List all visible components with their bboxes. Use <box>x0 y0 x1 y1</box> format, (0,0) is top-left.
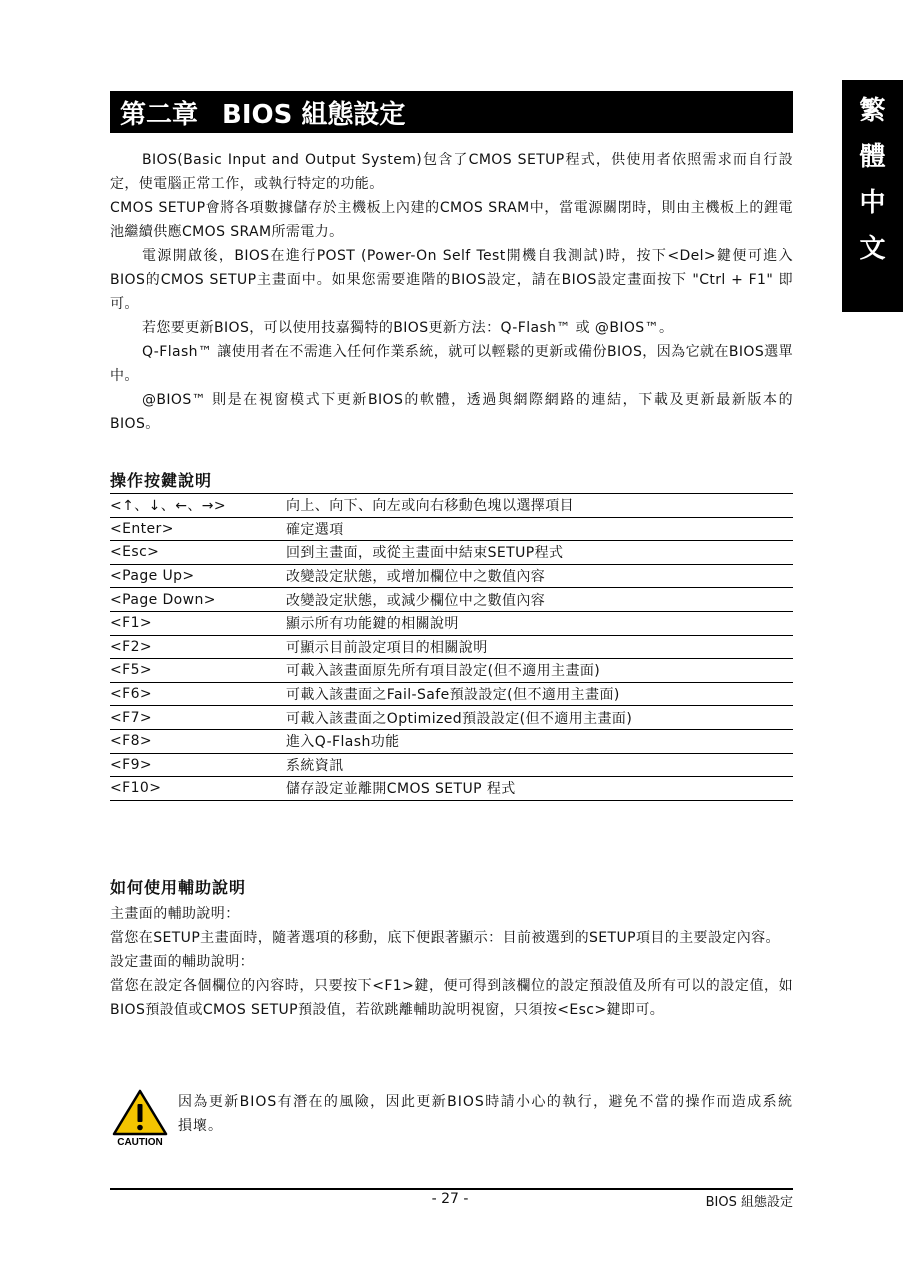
key-cell: <F1> <box>110 611 286 635</box>
intro-paragraph: BIOS(Basic Input and Output System)包含了CMOS SETUP程式，供使用者依照需求而自行設定，使電腦正常工作，或執行特定的功能。 <box>110 152 793 192</box>
key-description-cell: 確定選項 <box>286 517 793 541</box>
key-cell: <F5> <box>110 659 286 683</box>
keys-table-row <box>110 753 793 777</box>
keys-table-row <box>110 729 793 753</box>
key-description-cell: 回到主畫面，或從主畫面中結束SETUP程式 <box>286 541 793 565</box>
help-main-label: 主畫面的輔助說明： <box>110 906 240 922</box>
language-char: 繁 <box>859 96 886 126</box>
key-cell: <F6> <box>110 682 286 706</box>
caution-label: CAUTION <box>117 1137 163 1148</box>
intro-paragraph: CMOS SETUP會將各項數據儲存於主機板上內建的CMOS SRAM中，當電源關閉時，則由主機板上的鋰電池繼續供應CMOS SRAM所需電力。 <box>110 200 793 240</box>
key-cell: <F7> <box>110 706 286 730</box>
key-description-cell: 可載入該畫面之Optimized預設設定(但不適用主畫面) <box>286 706 793 730</box>
caution-icon <box>110 1088 170 1148</box>
key-cell: <F2> <box>110 635 286 659</box>
key-cell: <Page Down> <box>110 588 286 612</box>
footer-divider <box>110 1188 793 1190</box>
key-cell: <↑、↓、←、→> <box>110 494 286 518</box>
keys-table-row <box>110 635 793 659</box>
page-number: - 27 - <box>431 1191 469 1207</box>
keys-table <box>110 493 793 801</box>
intro-paragraph: @BIOS™ 則是在視窗模式下更新BIOS的軟體，透過與網際網路的連結，下載及更新最新版本的BIOS。 <box>110 392 793 432</box>
help-section <box>110 878 793 1022</box>
intro-paragraph: 若您要更新BIOS，可以使用技嘉獨特的BIOS更新方法：Q-Flash™ 或 @BIOS™。 <box>142 320 674 336</box>
key-cell: <F10> <box>110 777 286 801</box>
keys-table-row <box>110 564 793 588</box>
key-cell: <Page Up> <box>110 564 286 588</box>
language-tab <box>842 80 903 312</box>
help-section-title: 如何使用輔助說明 <box>110 878 247 897</box>
keys-table-row <box>110 541 793 565</box>
footer-chapter-title: BIOS 組態設定 <box>705 1195 793 1210</box>
language-char: 體 <box>859 142 886 172</box>
help-setting-label: 設定畫面的輔助說明： <box>110 954 254 970</box>
key-description-cell: 向上、向下、向左或向右移動色塊以選擇項目 <box>286 494 793 518</box>
help-setting-text: 當您在設定各個欄位的內容時，只要按下<F1>鍵，便可得到該欄位的設定預設值及所有可以的設定值，如BIOS預設值或CMOS SETUP預設值，若欲跳離輔助說明視窗，只須按<Esc>鍵即可。 <box>110 978 793 1018</box>
key-description-cell: 顯示所有功能鍵的相關說明 <box>286 611 793 635</box>
keys-table-row <box>110 588 793 612</box>
key-description-cell: 改變設定狀態，或增加欄位中之數值內容 <box>286 564 793 588</box>
language-char: 中 <box>859 188 886 218</box>
keys-section-title: 操作按鍵說明 <box>110 471 213 490</box>
keys-table-row <box>110 659 793 683</box>
keys-table-row <box>110 682 793 706</box>
keys-table-row <box>110 777 793 801</box>
intro-section <box>110 148 793 436</box>
key-description-cell: 系統資訊 <box>286 753 793 777</box>
intro-paragraph: 電源開啟後，BIOS在進行POST (Power-On Self Test開機自我測試)時，按下<Del>鍵便可進入BIOS的CMOS SETUP主畫面中。如果您需要進階的BIOS設定，請在BIOS設定畫面按下 "Ctrl + F1" 即可。 <box>110 248 793 312</box>
keys-table-row <box>110 611 793 635</box>
key-cell: <Enter> <box>110 517 286 541</box>
help-main-text: 當您在SETUP主畫面時，隨著選項的移動，底下便跟著顯示：目前被選到的SETUP項目的主要設定內容。 <box>110 930 780 946</box>
key-cell: <Esc> <box>110 541 286 565</box>
caution-text: 因為更新BIOS有潛在的風險，因此更新BIOS時請小心的執行，避免不當的操作而造成系統損壞。 <box>178 1094 793 1134</box>
key-description-cell: 進入Q-Flash功能 <box>286 729 793 753</box>
chapter-title: BIOS 組態設定 <box>222 99 406 130</box>
key-cell: <F9> <box>110 753 286 777</box>
key-description-cell: 可載入該畫面之Fail-Safe預設設定(但不適用主畫面) <box>286 682 793 706</box>
key-description-cell: 儲存設定並離開CMOS SETUP 程式 <box>286 777 793 801</box>
key-description-cell: 可載入該畫面原先所有項目設定(但不適用主畫面) <box>286 659 793 683</box>
chapter-number: 第二章 <box>120 99 199 130</box>
keys-table-row <box>110 706 793 730</box>
language-char: 文 <box>859 234 886 264</box>
key-description-cell: 可顯示目前設定項目的相關說明 <box>286 635 793 659</box>
chapter-heading <box>110 91 793 133</box>
key-description-cell: 改變設定狀態，或減少欄位中之數值內容 <box>286 588 793 612</box>
keys-table-row <box>110 494 793 518</box>
key-cell: <F8> <box>110 729 286 753</box>
intro-paragraph: Q-Flash™ 讓使用者在不需進入任何作業系統，就可以輕鬆的更新或備份BIOS，因為它就在BIOS選單中。 <box>110 344 793 384</box>
keys-table-row <box>110 517 793 541</box>
